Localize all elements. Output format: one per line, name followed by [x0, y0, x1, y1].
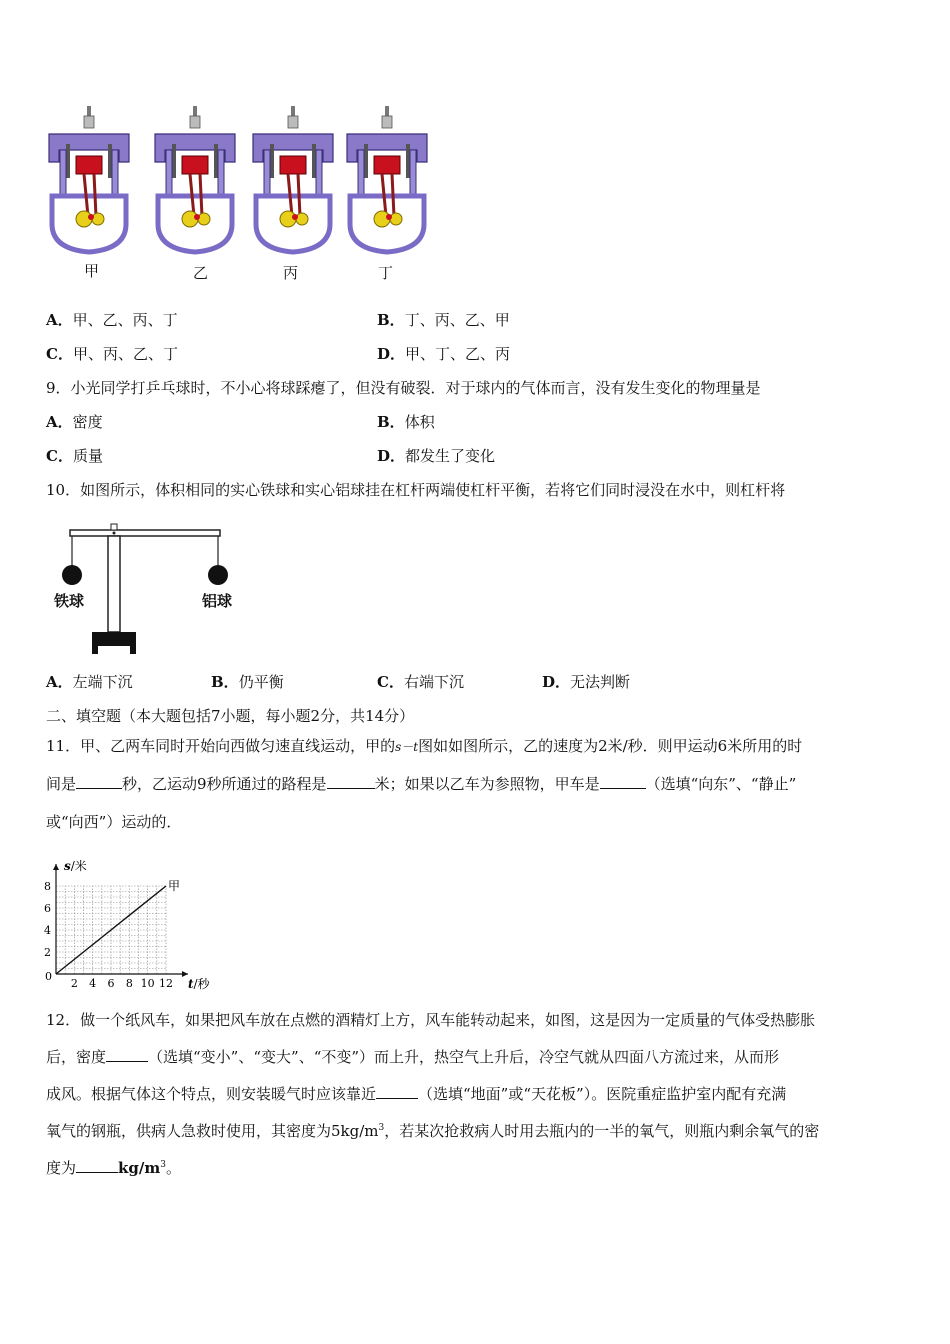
engine-yi	[155, 106, 235, 252]
x-tick-label: 6	[107, 977, 115, 990]
series-label-jia: 甲	[168, 879, 181, 893]
y-tick-label: 2	[44, 946, 51, 959]
engine-label-ding: 丁	[378, 264, 394, 282]
q12-blank-3[interactable]	[76, 1158, 118, 1173]
q8-option-d[interactable]: D．甲、丁、乙、丙	[377, 345, 511, 363]
q11-line-2: 间是 秒，乙运动9秒所通过的路程是 米；如果以乙车为参照物，甲车是 （选填“向东”、“静止”	[46, 775, 797, 793]
q10-option-d[interactable]: D．无法判断	[542, 673, 631, 691]
q9-stem: 9．小光同学打乒乓球时，不小心将球踩瘪了，但没有破裂．对于球内的气体而言，没有发生变化的物理量是	[46, 379, 761, 397]
x-tick-label: 12	[159, 977, 173, 990]
q11-blank-3[interactable]	[600, 774, 646, 789]
x-tick-label: 2	[70, 977, 78, 990]
aluminum-ball	[208, 565, 228, 585]
q9-option-c[interactable]: C．质量	[46, 447, 103, 465]
engine-jia	[49, 106, 129, 252]
section-title-fill-in: 二、填空题（本大题包括7小题，每小题2分，共14分）	[46, 707, 415, 725]
iron-ball-label: 铁球	[54, 592, 85, 610]
y-tick-label: 6	[44, 902, 51, 915]
engine-bing	[253, 106, 333, 252]
engine-label-jia: 甲	[84, 262, 100, 280]
q10-option-b[interactable]: B．仍平衡	[211, 673, 284, 691]
q10-stem: 10．如图所示，体积相同的实心铁球和实心铝球挂在杠杆两端使杠杆平衡，若将它们同时浸没在水中，则杠杆将	[46, 481, 786, 499]
q11-line-1: 11．甲、乙两车同时开始向西做匀速直线运动，甲的s－t图如如图所示，乙的速度为2米/秒．则甲运动6米所用的时	[46, 737, 803, 755]
engine-label-yi: 乙	[193, 264, 209, 282]
q11-line-3: 或“向西”）运动的．	[46, 813, 182, 831]
q8-option-b[interactable]: B．丁、丙、乙、甲	[377, 311, 510, 329]
x-tick-label: 8	[125, 977, 133, 990]
q12-blank-1[interactable]	[106, 1047, 148, 1062]
q8-option-a[interactable]: A．甲、乙、丙、丁	[46, 311, 178, 329]
q10-option-a[interactable]: A．左端下沉	[46, 673, 133, 691]
engine-label-bing: 丙	[283, 264, 299, 282]
q9-option-a[interactable]: A．密度	[46, 413, 103, 431]
y-tick-label: 4	[44, 924, 51, 937]
q12-line-4: 氧气的钢瓶，供病人急救时使用，其密度为$5kg/m^3$，若某次抢救病人时用去瓶内的一半的氧气，则瓶内剩余氧气的密	[46, 1122, 820, 1140]
q8-option-c[interactable]: C．甲、丙、乙、丁	[46, 345, 178, 363]
iron-ball	[62, 565, 82, 585]
x-tick-label: 10	[140, 977, 155, 990]
y-axis-label: s/米	[64, 859, 87, 873]
y-axis-arrow	[53, 864, 59, 870]
q11-blank-2[interactable]	[327, 774, 375, 789]
q12-line-5: 度为 $kg/m^3$。	[46, 1159, 181, 1177]
q12-blank-2[interactable]	[376, 1084, 418, 1099]
y-tick-label: 8	[44, 880, 51, 893]
q12-line-1: 12．做一个纸风车，如果把风车放在点燃的酒精灯上方，风车能转动起来，如图，这是因为一定质量的气体受热膨胀	[46, 1011, 816, 1029]
st-graph	[38, 842, 228, 992]
q10-option-c[interactable]: C．右端下沉	[377, 673, 464, 691]
q9-option-b[interactable]: B．体积	[377, 413, 435, 431]
engine-ding	[347, 106, 427, 252]
origin-label: 0	[45, 970, 52, 983]
q12-line-2: 后，密度 （选填“变小”、“变大”、“不变”）而上升，热空气上升后，冷空气就从四面八方流过来，从而形	[46, 1048, 780, 1066]
q9-option-d[interactable]: D．都发生了变化	[377, 447, 496, 465]
q11-blank-1[interactable]	[76, 774, 122, 789]
x-axis-label: t/秒	[188, 977, 210, 991]
aluminum-ball-label: 铝球	[202, 592, 233, 610]
x-tick-label: 4	[89, 977, 97, 990]
engine-diagrams	[44, 104, 444, 264]
q12-line-3: 成风。根据气体这个特点，则安装暖气时应该靠近 （选填“地面”或“天花板”）。医院重症监护室内配有充满	[46, 1085, 787, 1103]
